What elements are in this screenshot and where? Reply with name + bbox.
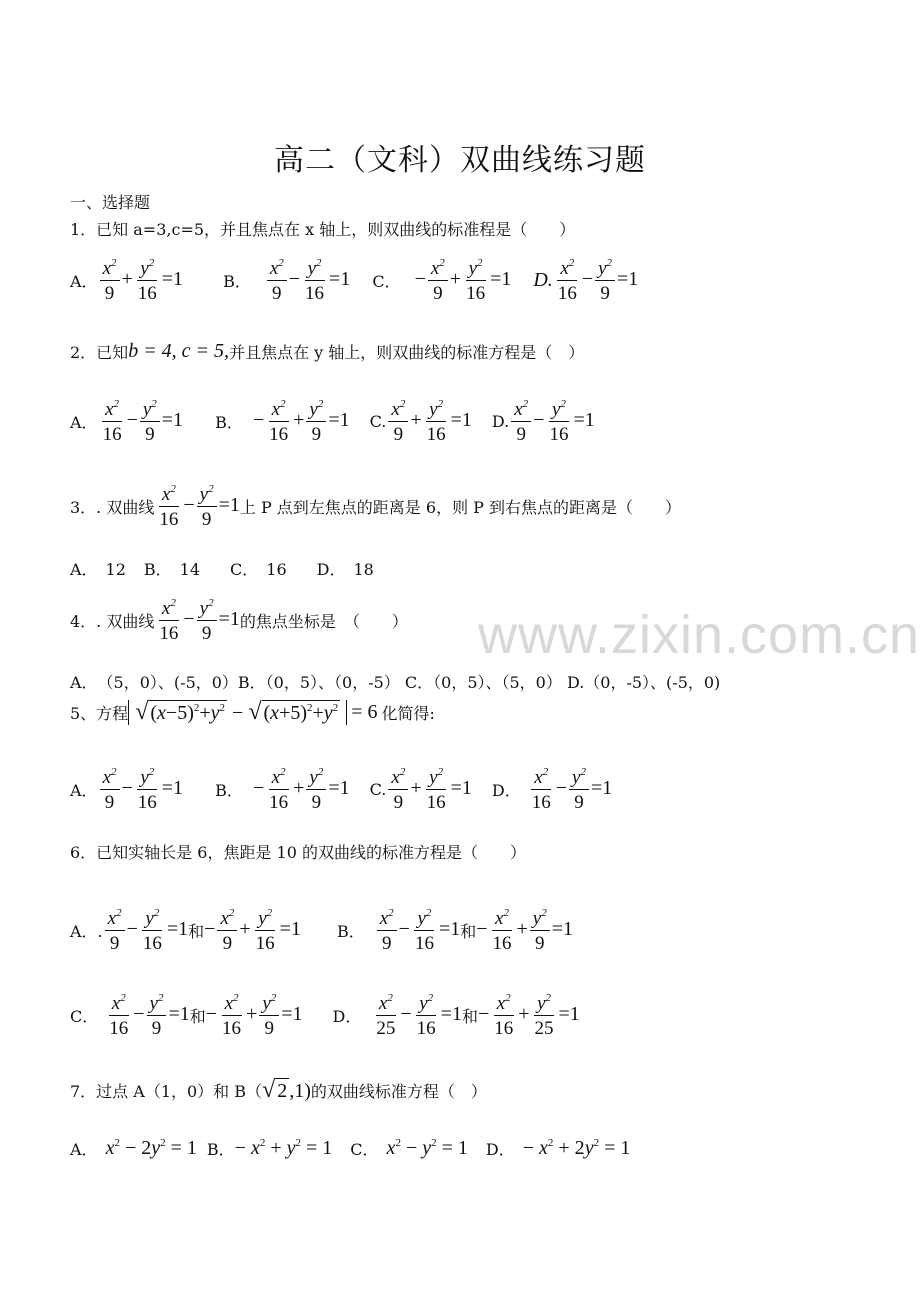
option-label: C． bbox=[70, 1007, 99, 1026]
option-label: C. bbox=[369, 780, 387, 799]
option-formula: − $\frac{x^2}{16}$ + $\frac{y^2}{9}$ =1 bbox=[252, 766, 350, 813]
option-label: B． bbox=[206, 1140, 235, 1159]
question-4-options: A． （5，0）、(-5，0）B．（0，5）、（0，-5） C．（0，5）、（5，0） D.（0，-5）、(-5，0) bbox=[70, 673, 721, 692]
question-1-options bbox=[70, 258, 638, 303]
option-label: B． bbox=[215, 781, 243, 800]
option-label: C． bbox=[372, 272, 401, 291]
option-formula: $x^2 - y^2 = 1$ bbox=[386, 1137, 468, 1159]
watermark: www.zixin.com.cn bbox=[478, 605, 920, 665]
question-6-options-cd: C． $\frac{x^2}{16}$ − $\frac{y^2}{9}$ =1 和 − $\frac{x^2}{16}$ + $\frac{y^2}{9}$ =1 D． $\frac{x^2}{25}$ − $\frac{y^2}{16}$ =1 和 − $\frac{x^2}{16}$ + $\frac{y^2}{25}$ =1 bbox=[70, 992, 580, 1039]
option-label: D． bbox=[485, 1140, 515, 1159]
option-label: B． bbox=[336, 922, 365, 941]
option-formula: − $\frac{x^2}{16}$ + $\frac{y^2}{25}$ =1 bbox=[477, 992, 580, 1039]
question-formula: √ $(x-5)^2+y^2$ − √ $(x+5)^2+y^2$ bbox=[128, 700, 347, 725]
option-formula: − $\frac{x^2}{9}$ + $\frac{y^2}{16}$ =1 bbox=[204, 907, 301, 954]
option-label: D. bbox=[533, 269, 553, 291]
question-7-options bbox=[70, 1137, 630, 1160]
question-1: 1．已知 a=3,c=5，并且焦点在 x 轴上，则双曲线的标准程是（ ） bbox=[70, 220, 576, 239]
question-3-options: A． 12 B． 14 C． 16 D． 18 bbox=[70, 560, 374, 579]
option-formula: $\frac{x^2}{9}$ − $\frac{y^2}{16}$ =1 bbox=[98, 767, 184, 812]
option-label: A． bbox=[70, 1140, 98, 1159]
option-label: B． bbox=[215, 413, 243, 432]
option-formula: $\frac{x^2}{16}$ − $\frac{y^2}{9}$ =1 bbox=[109, 992, 190, 1039]
question-2: 2．已知 b = 4, c = 5, 并且焦点在 y 轴上，则双曲线的标准方程是（ ） bbox=[70, 340, 585, 362]
option-label: C． bbox=[350, 1140, 379, 1159]
option-label: A． bbox=[70, 272, 98, 291]
option-label: D． bbox=[491, 781, 521, 800]
option-formula: − $\frac{x^2}{16}$ + $\frac{y^2}{9}$ =1 bbox=[476, 907, 574, 954]
option-formula: $\frac{x^2}{9}$ − $\frac{y^2}{16}$ =1 bbox=[265, 258, 351, 303]
option-label: D. bbox=[491, 412, 510, 431]
option-formula: $\frac{x^2}{16}$ − $\frac{y^2}{9}$ =1 bbox=[102, 398, 184, 445]
question-4: 4．. 双曲线 $\frac{x^2}{16}$ − $\frac{y^2}{9}$ =1 的焦点坐标是 （ ） bbox=[70, 597, 408, 644]
option-formula: $\frac{x^2}{9}$ + $\frac{y^2}{16}$ =1 bbox=[386, 767, 472, 812]
option-formula: $\frac{x^2}{9}$ + $\frac{y^2}{16}$ =1 bbox=[98, 258, 184, 303]
question-6-options-ab: A．. $\frac{x^2}{9}$ − $\frac{y^2}{16}$ =1 和 − $\frac{x^2}{9}$ + $\frac{y^2}{16}$ =1 B． $\frac{x^2}{9}$ − $\frac{y^2}{16}$ =1 和 − $\frac{x^2}{16}$ + $\frac{y^2}{9}$ =1 bbox=[70, 907, 574, 954]
question-5-options bbox=[70, 767, 612, 812]
option-formula: − $\frac{x^2}{16}$ + $\frac{y^2}{9}$ =1 bbox=[252, 398, 350, 445]
option-label: B． bbox=[223, 272, 251, 291]
option-formula: $\frac{x^2}{16}$ − $\frac{y^2}{9}$ =1 bbox=[531, 766, 613, 813]
option-formula: − $\frac{x^2}{16}$ + $\frac{y^2}{9}$ =1 bbox=[205, 992, 303, 1039]
question-formula: √ 2 ,1) bbox=[262, 1077, 311, 1103]
question-6: 6．已知实轴长是 6，焦距是 10 的双曲线的标准方程是（ ） bbox=[70, 843, 526, 862]
option-formula: $\frac{x^2}{9}$ − $\frac{y^2}{16}$ =1 bbox=[103, 908, 189, 953]
question-formula: $\frac{x^2}{16}$ − $\frac{y^2}{9}$ =1 bbox=[159, 483, 240, 530]
option-formula: $\frac{x^2}{25}$ − $\frac{y^2}{16}$ =1 bbox=[376, 992, 462, 1039]
option-formula: $\frac{x^2}{16}$ − $\frac{y^2}{9}$ =1 bbox=[557, 257, 639, 304]
question-2-options bbox=[70, 399, 595, 444]
page-title: 高二（文科）双曲线练习题 bbox=[274, 143, 646, 178]
option-label: C. bbox=[369, 412, 387, 431]
option-formula: − $x^2 + 2y^2 = 1$ bbox=[522, 1137, 631, 1159]
option-label: D． bbox=[332, 1007, 362, 1026]
option-formula: $x^2 - 2y^2 = 1$ bbox=[105, 1137, 197, 1159]
question-7: 7．过点 A（1，0）和 B（ √ 2 ,1) 的双曲线标准方程（ ） bbox=[70, 1077, 487, 1103]
question-3: 3．. 双曲线 $\frac{x^2}{16}$ − $\frac{y^2}{9}$ =1 上 P 点到左焦点的距离是 6，则 P 到右焦点的距离是（ ） bbox=[70, 483, 682, 530]
question-5: 5、方程 √ $(x-5)^2+y^2$ − √ $(x+5)^2+y^2$ = 6 化简得: bbox=[70, 699, 435, 725]
section-heading: 一、选择题 bbox=[70, 193, 151, 212]
option-formula: $\frac{x^2}{9}$ + $\frac{y^2}{16}$ =1 bbox=[386, 399, 472, 444]
question-formula: $\frac{x^2}{16}$ − $\frac{y^2}{9}$ =1 bbox=[159, 597, 240, 644]
option-formula: $\frac{x^2}{9}$ − $\frac{y^2}{16}$ =1 bbox=[375, 908, 461, 953]
option-formula: − $x^2 + y^2 = 1$ bbox=[234, 1137, 333, 1159]
option-label: A．. bbox=[70, 922, 103, 941]
option-formula: − $\frac{x^2}{9}$ + $\frac{y^2}{16}$ =1 bbox=[414, 257, 512, 304]
option-label: A． bbox=[70, 781, 98, 800]
option-label: A． bbox=[70, 413, 98, 432]
option-formula: $\frac{x^2}{9}$ − $\frac{y^2}{16}$ =1 bbox=[509, 399, 595, 444]
